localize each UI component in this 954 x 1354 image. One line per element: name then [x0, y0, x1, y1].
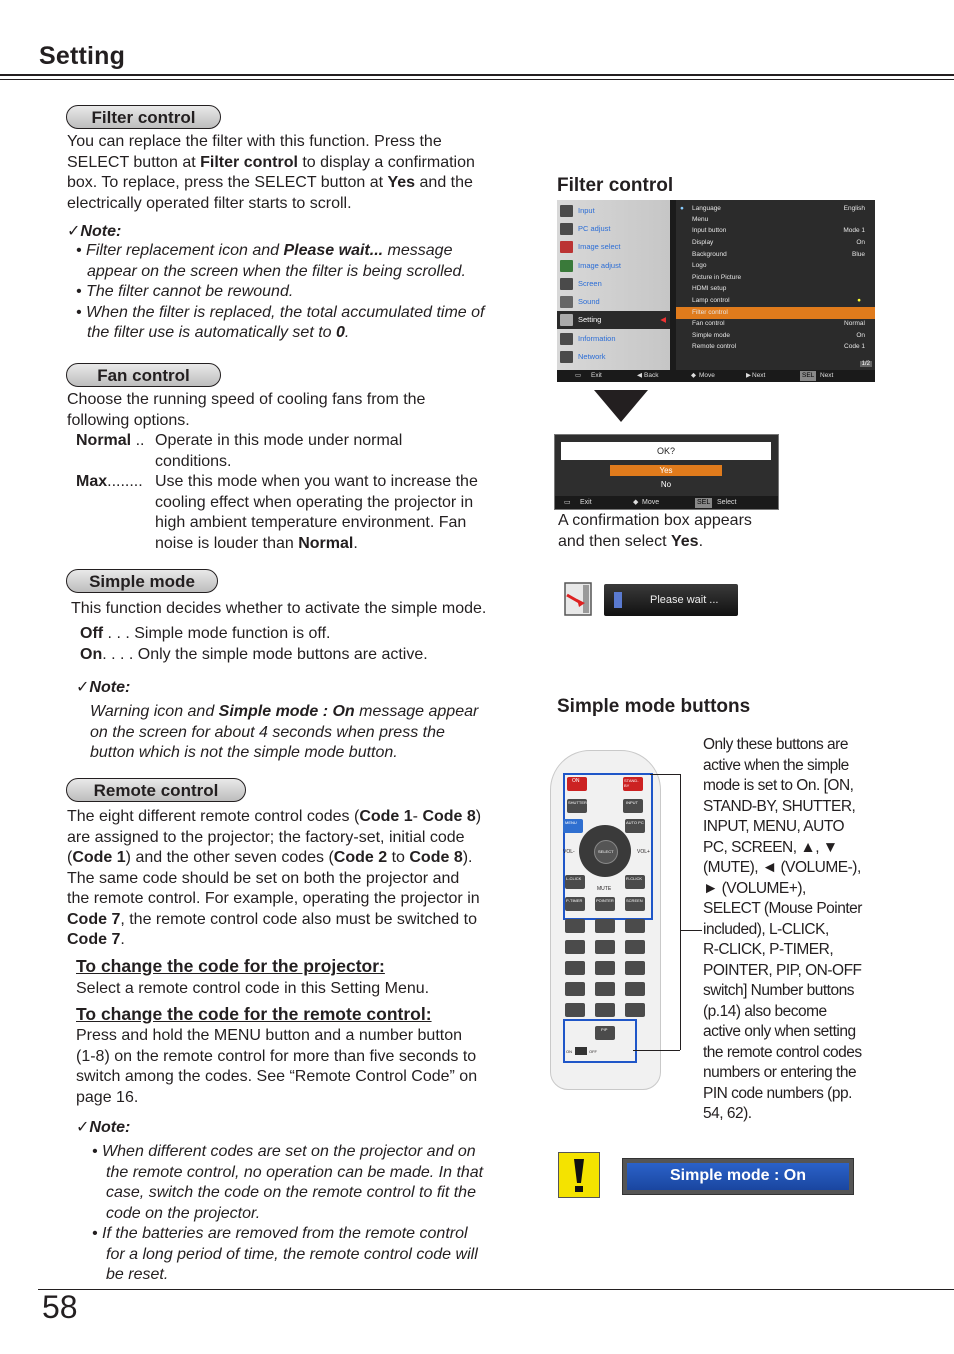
change-code-projector-text: Select a remote control code in this Setting Menu.: [76, 980, 430, 997]
note-label: ✓Note:: [76, 679, 131, 696]
callout-line: [633, 1050, 680, 1051]
text-line: SELECT (Mouse Pointer: [703, 900, 862, 917]
remote-number-button[interactable]: [565, 940, 585, 954]
text-line: Only these buttons are: [703, 736, 848, 753]
text-line: POINTER, PIP, ON-OFF: [703, 961, 862, 979]
note-line: the remote control, no operation can be made. In that: [106, 1163, 484, 1181]
submenu-row[interactable]: Simple mode On: [692, 332, 865, 339]
simple-mode-buttons-description: [703, 735, 893, 1125]
confirm-yes-option[interactable]: Yes: [610, 465, 722, 476]
remote-button[interactable]: [595, 1003, 615, 1017]
arrow-down-icon: [594, 390, 648, 422]
remote-number-button[interactable]: [565, 961, 585, 975]
menu-item-network[interactable]: Network: [557, 348, 670, 366]
text-line: STAND-BY, SHUTTER,: [703, 797, 856, 815]
text-line: the remote control codes: [703, 1043, 862, 1061]
remote-select-button[interactable]: SELECT: [594, 840, 618, 864]
text-line: R-CLICK, P-TIMER,: [703, 941, 834, 958]
move-arrows-icon: ◆: [691, 372, 696, 379]
text-line: mode is set to On. [ON,: [703, 777, 854, 794]
remote-number-button[interactable]: [565, 982, 585, 996]
remote-button[interactable]: [565, 1003, 585, 1017]
text-line: (p.14) also become: [703, 1002, 827, 1020]
text-line: included), L-CLICK,: [703, 920, 829, 938]
text-line: active when the simple: [703, 756, 849, 774]
note-line: • When different codes are set on the projector and on: [92, 1143, 476, 1160]
remote-number-button[interactable]: [595, 940, 615, 954]
filter-replacement-icon: [563, 581, 595, 618]
text-line: numbers or entering the: [703, 1064, 857, 1081]
bar-next-select[interactable]: Next: [820, 372, 834, 379]
submenu-row[interactable]: Picture in Picture: [692, 274, 742, 281]
menu-item-information[interactable]: Information: [557, 330, 670, 348]
note-line: • If the batteries are removed from the remote control: [92, 1225, 468, 1242]
text-line: (1-8) on the remote control for more than five seconds to: [76, 1047, 477, 1065]
callout-line: [650, 774, 680, 775]
text-line: INPUT, MENU, AUTO: [703, 818, 845, 835]
setting-icon: [560, 314, 573, 326]
text-line: electrically operated filter starts to scroll.: [67, 194, 352, 212]
text-line: active only when setting: [703, 1023, 856, 1040]
text-line: and then select Yes.: [558, 532, 704, 550]
please-wait-message: [604, 584, 738, 616]
text-line: The eight different remote control codes (Code 1- Code 8): [67, 808, 482, 825]
submenu-row[interactable]: ● Language English: [676, 203, 875, 215]
remote-pip-button[interactable]: PIP: [595, 1026, 615, 1040]
text-line: PC, SCREEN, ▲, ▼: [703, 838, 838, 856]
menu-nav-bar: [557, 370, 875, 382]
submenu-row[interactable]: Menu: [692, 216, 709, 223]
note-line: • The filter cannot be rewound.: [76, 283, 294, 300]
text-line: Choose the running speed of cooling fans from the: [67, 391, 426, 408]
text-line: noise is louder than Normal.: [155, 534, 358, 552]
footer-rule: [38, 1289, 954, 1290]
note-line: button which is not the simple mode button.: [90, 744, 398, 761]
text-line: Code 7, the remote control code also must be switched to: [67, 910, 477, 928]
text-line: A confirmation box appears: [558, 512, 752, 529]
section-pill-simple-mode: Simple mode: [66, 569, 218, 593]
remote-autopc-button[interactable]: AUTO PC: [625, 819, 645, 833]
submenu-row-selected[interactable]: Filter control: [676, 307, 875, 319]
section-pill-fan-control: Fan control: [66, 363, 221, 387]
menu-item-input[interactable]: Input: [557, 202, 670, 220]
remote-input-button[interactable]: INPUT: [623, 799, 643, 813]
note-line: • Filter replacement icon and Please wait... message: [76, 242, 453, 259]
remote-number-button[interactable]: [625, 982, 645, 996]
fan-control-description: [67, 390, 517, 431]
exclamation-icon: [559, 1153, 599, 1197]
image-adjust-icon: [560, 260, 573, 272]
bar-move[interactable]: Move: [699, 372, 715, 379]
page-title: Setting: [39, 42, 126, 70]
fan-option-normal-text: [155, 431, 515, 472]
submenu-row[interactable]: Remote control Code 1: [692, 343, 865, 350]
projector-setting-menu: [557, 200, 875, 370]
remote-ptimer-button[interactable]: P-TIMER: [565, 897, 585, 911]
select-icon: SEL: [697, 499, 711, 506]
submenu-row[interactable]: Background Blue: [692, 251, 865, 258]
heading-change-code-remote: To change the code for the remote control:: [76, 1004, 432, 1024]
remote-screen-button[interactable]: SCREEN: [625, 897, 645, 911]
menu-item-image-adjust[interactable]: Image adjust: [557, 257, 670, 275]
submenu-row[interactable]: HDMI setup: [692, 285, 727, 292]
confirm-question: OK?: [561, 442, 771, 460]
remote-control-description: [67, 807, 517, 951]
input-icon: [560, 205, 573, 217]
fan-option-max-key: Max........: [76, 473, 143, 490]
menu-item-image-select[interactable]: Image select: [557, 238, 670, 256]
text-line: Operate in this mode under normal: [155, 432, 403, 449]
header-rule: [0, 74, 954, 76]
note-line: Warning icon and Simple mode : On message appear: [90, 703, 479, 720]
please-wait-text: Please wait ...: [650, 594, 719, 606]
remote-button[interactable]: [625, 1003, 645, 1017]
text-line: SELECT button at Filter control to display a confirmation: [67, 153, 475, 171]
menu-category-list: [557, 200, 670, 370]
remote-button[interactable]: [595, 919, 615, 933]
bar-back[interactable]: Back: [644, 372, 659, 379]
note-line: code on the projector.: [106, 1204, 261, 1222]
simple-mode-description: This function decides whether to activate the simple mode.: [71, 600, 487, 617]
note-label: ✓Note:: [76, 1119, 131, 1136]
select-icon: SEL: [802, 372, 815, 379]
back-arrow-icon: ◀: [637, 372, 642, 379]
note-line: appear on the screen when the filter is being scrolled.: [87, 262, 466, 280]
remote-vol-plus-label: VOL+: [637, 849, 650, 855]
note-line: • When the filter is replaced, the total accumulated time of: [76, 303, 485, 321]
filter-control-description: [67, 132, 517, 214]
warning-icon: [558, 1152, 600, 1198]
menu-item-sound[interactable]: Sound: [557, 293, 670, 311]
note-line: for a long period of time, the remote control code will: [106, 1245, 478, 1263]
network-icon: [560, 351, 573, 363]
submenu-row[interactable]: Display On: [692, 239, 865, 246]
text-line: conditions.: [155, 452, 232, 470]
text-line: page 16.: [76, 1088, 139, 1106]
fan-option-normal-key: Normal ..: [76, 432, 145, 449]
bar-exit[interactable]: Exit: [591, 372, 602, 379]
remote-number-button[interactable]: [625, 961, 645, 975]
next-arrow-icon: ▶: [746, 372, 751, 379]
bar-select[interactable]: Select: [717, 499, 737, 506]
simple-mode-on-message: [622, 1158, 854, 1195]
bar-exit[interactable]: Exit: [580, 499, 592, 506]
callout-line: [680, 930, 702, 931]
remote-number-button[interactable]: [595, 982, 615, 996]
note-line: case, switch the code on the remote control to fit the: [106, 1184, 476, 1201]
remote-control-image: [550, 750, 661, 1090]
callout-line: [680, 774, 681, 1050]
option-on: On. . . . Only the simple mode buttons are active.: [80, 645, 428, 663]
move-arrows-icon: ◆: [633, 499, 639, 506]
information-icon: [560, 333, 573, 345]
note-label: ✓Note:: [67, 223, 122, 240]
text-line: (Code 1) and the other seven codes (Code 2 to Code 8).: [67, 849, 473, 866]
text-line: 54, 62).: [703, 1105, 752, 1122]
confirm-caption: [558, 511, 778, 552]
remote-on-button[interactable]: ON: [567, 777, 587, 791]
submenu-row[interactable]: Input button Mode 1: [692, 227, 865, 234]
remote-rclick-button[interactable]: R-CLICK: [625, 875, 645, 889]
image-select-icon: [560, 241, 573, 253]
text-line: ► (VOLUME+),: [703, 879, 806, 897]
text-line: following options.: [67, 411, 190, 429]
bar-move[interactable]: Move: [642, 499, 660, 506]
selected-arrow-icon: ◀: [660, 315, 666, 324]
onoff-switch-on-label: ON: [566, 1049, 572, 1054]
page-indicator: 1/2: [861, 361, 870, 367]
bar-next[interactable]: Next: [752, 372, 766, 379]
globe-icon: ●: [680, 205, 684, 212]
change-code-remote-text: [76, 1026, 516, 1108]
text-line: You can replace the filter with this function. Press the: [67, 133, 442, 150]
menu-item-setting[interactable]: Setting ◀: [557, 311, 670, 329]
simple-mode-options: [80, 624, 520, 665]
text-line: The same code should be set on both the projector and: [67, 869, 460, 887]
lamp-icon: ●: [857, 297, 861, 304]
confirm-no-option[interactable]: No: [660, 480, 672, 489]
fan-option-max-text: [155, 472, 515, 554]
text-line: (MUTE), ◄ (VOLUME-),: [703, 859, 861, 876]
submenu-row[interactable]: Fan control Normal: [692, 320, 865, 327]
remote-direction-pad[interactable]: [579, 825, 631, 877]
menu-icon: ▭: [575, 372, 582, 379]
text-line: Code 7.: [67, 931, 125, 948]
text-line: box. To replace, press the SELECT button at Yes and the: [67, 174, 473, 191]
submenu-row[interactable]: Lamp control ●: [676, 295, 875, 307]
text-line: Use this mode when you want to increase the: [155, 473, 478, 490]
submenu-row[interactable]: Logo: [692, 262, 707, 269]
text-line: switch] Number buttons: [703, 982, 854, 999]
screen-icon: [560, 278, 573, 290]
figure-title-filter-control: Filter control: [557, 175, 674, 196]
sound-icon: [560, 296, 573, 308]
remote-number-button[interactable]: [595, 961, 615, 975]
section-pill-filter-control: Filter control: [66, 105, 221, 129]
remote-control-notes: [92, 1142, 522, 1286]
simple-mode-on-text: Simple mode : On: [627, 1163, 849, 1190]
pc-adjust-icon: [560, 223, 573, 235]
note-line: on the screen for about 4 seconds when press the: [90, 723, 445, 741]
note-line: the filter use is automatically set to 0.: [87, 324, 350, 341]
setting-submenu: [676, 200, 875, 370]
simple-mode-notes: [90, 702, 515, 764]
note-line: be reset.: [106, 1266, 169, 1283]
heading-change-code-projector: To change the code for the projector:: [76, 956, 385, 976]
onoff-switch-off-label: OFF: [589, 1049, 597, 1054]
remote-vol-minus-label: VOL-: [563, 849, 575, 855]
menu-item-screen[interactable]: Screen: [557, 275, 670, 293]
filter-control-notes: [76, 241, 521, 344]
text-line: PIN code numbers (pp.: [703, 1084, 852, 1102]
confirmation-dialog: [554, 434, 779, 510]
remote-lclick-button[interactable]: L-CLICK: [565, 875, 585, 889]
remote-pointer-button[interactable]: POINTER: [595, 897, 615, 911]
remote-onoff-switch[interactable]: [575, 1047, 587, 1055]
remote-standby-button[interactable]: STAND-BY: [623, 777, 643, 791]
remote-shutter-button[interactable]: SHUTTER: [567, 799, 587, 813]
menu-item-pc-adjust[interactable]: PC adjust: [557, 220, 670, 238]
text-line: switch among the codes. See “Remote Control Code” on: [76, 1068, 478, 1085]
hourglass-icon: [614, 592, 622, 608]
remote-number-button[interactable]: [625, 940, 645, 954]
remote-menu-button[interactable]: MENU: [563, 819, 583, 833]
figure-title-simple-mode-buttons: Simple mode buttons: [557, 696, 751, 717]
section-pill-remote-control: Remote control: [66, 778, 246, 802]
text-line: high ambient temperature environment. Fan: [155, 514, 467, 531]
header-rule-thin: [0, 79, 954, 80]
text-line: Press and hold the MENU button and a number button: [76, 1027, 463, 1044]
page-number: 58: [42, 1289, 78, 1325]
text-line: are assigned to the projector; the factory-set, initial code: [67, 828, 465, 846]
remote-button[interactable]: [625, 919, 645, 933]
confirm-nav-bar: [555, 496, 778, 509]
remote-button[interactable]: [565, 919, 585, 933]
text-line: the remote control. For example, operating the projector in: [67, 890, 480, 907]
remote-mute-label: MUTE: [597, 886, 612, 892]
option-off: Off . . . Simple mode function is off.: [80, 625, 331, 642]
menu-icon: ▭: [564, 499, 571, 506]
text-line: cooling effect when operating the projector in: [155, 493, 474, 511]
